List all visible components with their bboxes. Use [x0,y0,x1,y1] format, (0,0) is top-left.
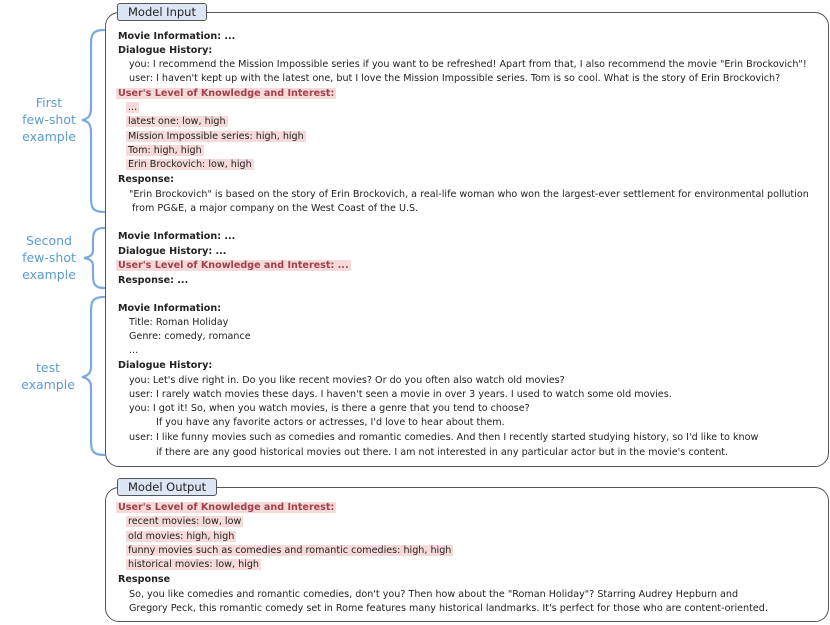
test-dialogue-line: if there are any good historical movies out there. I am not interested in any particular actor but in the movie's content. [156,447,729,458]
ex2-dialogue-history: Dialogue History: ... [118,246,227,257]
test-movie-ellipsis: ... [129,345,139,356]
ex1-dialogue-history: Dialogue History: [118,45,213,56]
test-dialogue-line: user: I rarely watch movies these days. I haven't seen a movie in over 3 years. I used to watch some old movies. [129,389,672,400]
ex1-knowledge-item: Tom: high, high [128,145,202,156]
test-movie-info: Movie Information: [118,303,222,314]
ex1-response-heading: Response: [118,174,174,185]
label-line: First [35,95,63,110]
test-example-label [10,359,86,393]
test-movie-title: Title: Roman Holiday [129,317,229,328]
ex1-knowledge-item: Erin Brockovich: low, high [128,159,252,170]
ex1-response-line: "Erin Brockovich" is based on the story of Erin Brockovich, a real-life woman who won the largest-ever settlement for environmental pollution [129,189,809,200]
first-example-brace [82,30,104,212]
out-knowledge-item: historical movies: low, high [128,559,259,570]
ex1-dialogue-line: you: I recommend the Mission Impossible series if you want to be refreshed! Apart from that, I also recommend the movie "Erin Brockovich"! [129,59,807,70]
test-dialogue-line: you: Let's dive right in. Do you like recent movies? Or do you often also watch old movies? [129,375,565,386]
ex2-response-heading: Response: ... [118,275,189,286]
out-response-heading: Response [118,574,171,585]
ex1-knowledge-heading: User's Level of Knowledge and Interest: [118,88,335,99]
ex1-response-line: from PG&E, a major company on the West Coast of the U.S. [132,203,419,214]
out-knowledge-item: old movies: high, high [128,531,235,542]
out-knowledge-item: recent movies: low, low [128,516,242,527]
ex1-knowledge-item: latest one: low, high [128,116,226,127]
label-line: example [21,377,75,392]
model-output-title: Model Output [117,478,217,496]
model-input-title: Model Input [117,3,207,21]
out-response-line: So, you like comedies and romantic comedies, don't you? Then how about the "Roman Holiday"? Starring Audrey Hepburn and [129,589,739,600]
second-example-brace [84,228,104,288]
out-response-line: Gregory Peck, this romantic comedy set in Rome features many historical landmarks. It's perfect for those who are content-oriented. [129,603,768,614]
test-dialogue-line: you: I got it! So, when you watch movies, is there a genre that you tend to choose? [129,403,530,414]
ex1-knowledge-item: ... [128,102,138,113]
test-dialogue-line: If you have any favorite actors or actresses, I'd love to hear about them. [156,417,505,428]
test-dialogue-history: Dialogue History: [118,360,213,371]
ex2-knowledge-heading: User's Level of Knowledge and Interest: ... [118,260,349,271]
label-line: Second [25,233,72,248]
first-few-shot-label [14,94,84,145]
label-line: example [22,129,76,144]
test-movie-genre: Genre: comedy, romance [129,331,251,342]
label-line: few-shot [22,112,76,127]
ex2-movie-info: Movie Information: ... [118,231,236,242]
out-knowledge-item: funny movies such as comedies and romantic comedies: high, high [128,545,452,556]
ex1-movie-info: Movie Information: ... [118,31,236,42]
second-few-shot-label [14,232,84,283]
ex1-knowledge-item: Mission Impossible series: high, high [128,131,304,142]
label-line: test [35,360,60,375]
test-dialogue-line: user: I like funny movies such as comedies and romantic comedies. And then I recently started studying history, so I'd like to know [129,432,759,443]
out-knowledge-heading: User's Level of Knowledge and Interest: [118,502,335,513]
label-line: few-shot [22,250,76,265]
ex1-dialogue-line: user: I haven't kept up with the latest one, but I love the Mission Impossible series. Tom is so cool. What is the story of Erin Brockovich? [129,73,781,84]
label-line: example [22,267,76,282]
